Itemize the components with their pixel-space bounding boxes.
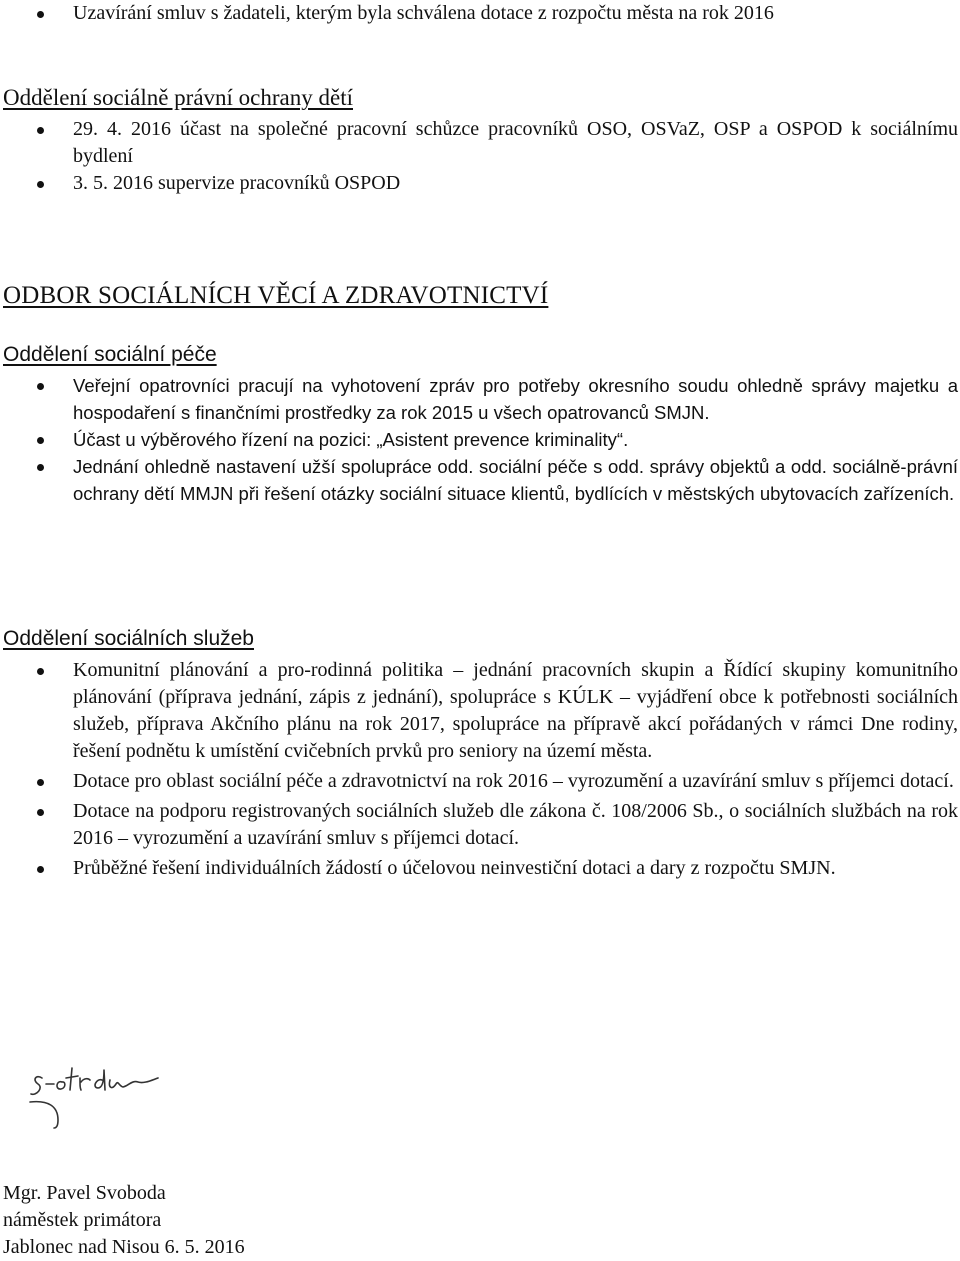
bullet-icon	[37, 464, 44, 471]
list-item	[0, 372, 958, 426]
bullet-icon	[37, 866, 44, 873]
list-item-text: Dotace na podporu registrovaných sociálních služeb dle zákona č. 108/2006 Sb., o sociálních službách na rok 2016 – vyrozumění a uzavírání smluv s příjemci dotací.	[73, 800, 958, 849]
signatory-name: Mgr. Pavel Svoboda	[3, 1182, 166, 1204]
list-item-text: Průběžné řešení individuálních žádostí o účelovou neinvestiční dotaci a dary z rozpočtu SMJN.	[73, 857, 836, 879]
list-item-text: Jednání ohledně nastavení užší spolupráce odd. sociální péče s odd. správy objektů a odd. sociálně-právní ochrany dětí MMJN při řešení otázky sociální situace klientů, bydlících v městských ubytovacích zařízeních.	[73, 456, 958, 504]
ospod-list	[0, 116, 958, 197]
signatory-role: náměstek primátora	[3, 1209, 162, 1231]
list-item-text: Uzavírání smluv s žadateli, kterým byla schválena dotace z rozpočtu města na rok 2016	[73, 2, 774, 24]
bullet-icon	[37, 437, 44, 444]
bullet-icon	[37, 127, 44, 134]
top-list	[0, 0, 958, 27]
section-heading-ospod: Oddělení sociálně právní ochrany dětí	[3, 85, 353, 110]
bullet-icon	[37, 383, 44, 390]
list-item	[0, 453, 958, 507]
list-item	[0, 768, 958, 795]
bullet-icon	[37, 809, 44, 816]
list-item-text: Dotace pro oblast sociální péče a zdravotnictví na rok 2016 – vyrozumění a uzavírání smluv s příjemci dotací.	[73, 770, 954, 792]
bullet-icon	[37, 181, 44, 188]
list-item	[0, 657, 958, 765]
handwritten-signature	[28, 1040, 168, 1130]
list-item-text: 3. 5. 2016 supervize pracovníků OSPOD	[73, 172, 401, 194]
socialni-sluzby-list	[0, 657, 958, 882]
list-item	[0, 798, 958, 852]
list-item	[0, 116, 958, 170]
bullet-icon	[37, 779, 44, 786]
section-heading-socialni-sluzby: Oddělení sociálních služeb	[3, 627, 254, 650]
department-heading: ODBOR SOCIÁLNÍCH VĚCÍ A ZDRAVOTNICTVÍ	[3, 282, 549, 309]
bullet-icon	[37, 11, 44, 18]
list-item	[0, 855, 958, 882]
list-item-text: 29. 4. 2016 účast na společné pracovní schůzce pracovníků OSO, OSVaZ, OSP a OSPOD k sociálnímu bydlení	[73, 118, 958, 167]
bullet-icon	[37, 668, 44, 675]
list-item	[0, 0, 958, 27]
list-item-text: Komunitní plánování a pro-rodinná politika – jednání pracovních skupin a Řídící skupiny komunitního plánování (příprava jednání, zápis z jednání), spolupráce s KÚLK – vyjádření obce k potřebnosti sociálních služeb, příprava Akčního plánu na rok 2017, spolupráce na přípravě akcí pořádaných v rámci Dne rodiny, řešení podnětu k umístění cvičebních prvků pro seniory na území města.	[73, 659, 958, 762]
list-item-text: Veřejní opatrovníci pracují na vyhotovení zpráv pro potřeby okresního soudu ohledně správy majetku a hospodaření s finančními prostředky za rok 2015 u všech opatrovanců SMJN.	[73, 375, 958, 423]
list-item	[0, 426, 958, 453]
list-item	[0, 170, 958, 197]
list-item-text: Účast u výběrového řízení na pozici: „Asistent prevence kriminality“.	[73, 429, 629, 450]
socialni-pece-list	[0, 372, 958, 507]
place-date: Jablonec nad Nisou 6. 5. 2016	[3, 1236, 245, 1258]
section-heading-socialni-pece: Oddělení sociální péče	[3, 343, 217, 366]
